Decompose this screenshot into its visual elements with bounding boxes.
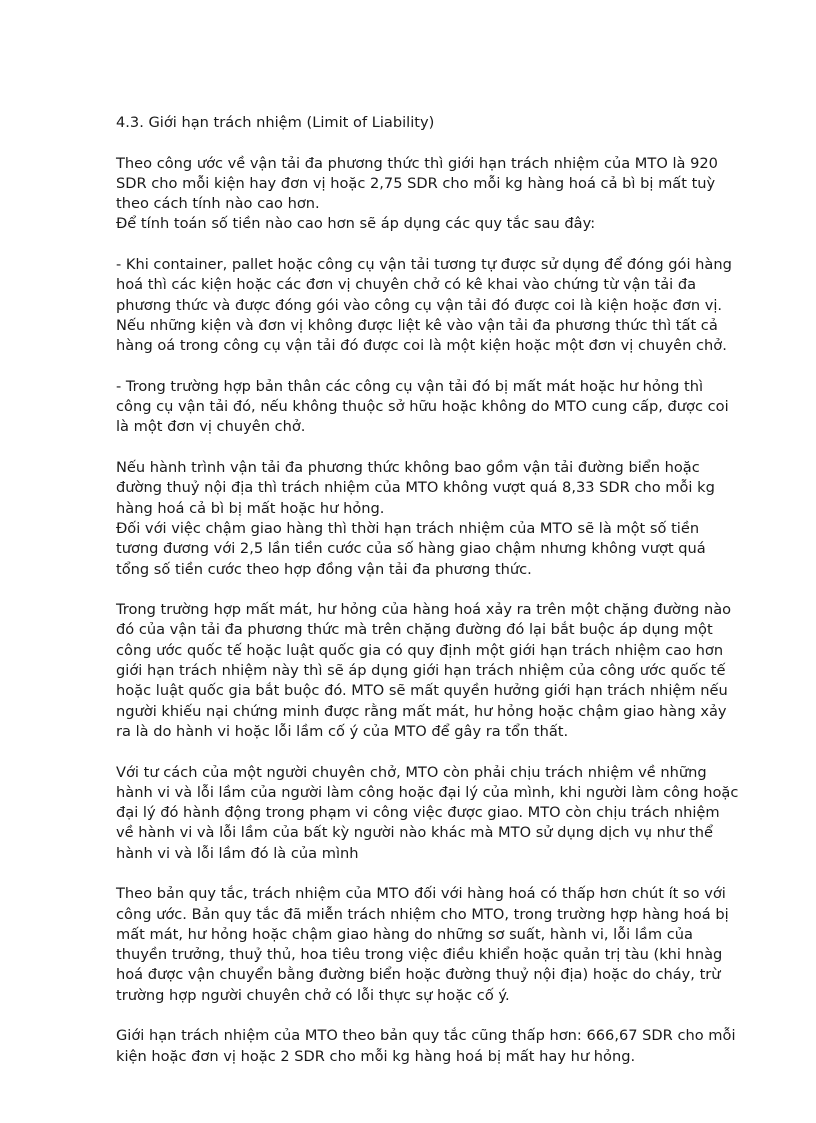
section-heading: 4.3. Giới hạn trách nhiệm (Limit of Liability) [116,114,435,131]
spacer [116,438,744,458]
paragraph-non-sea-limit: Nếu hành trình vận tải đa phương thức không bao gồm vận tải đường biển hoặc đường thuỷ nội địa thì trách nhiệm của MTO không vượt quá 8,33 SDR cho mỗi kg hàng hoá cả bì bị mất hoặc hư hỏng. [116,459,715,517]
paragraph-carrier-responsibility: Với tư cách của một người chuyên chở, MTO còn phải chịu trách nhiệm về những hành vi và lỗi lầm của người làm công hoặc đại lý của mình, khi người làm công hoặc đại lý đó hành động trong phạm vi công việc được giao. MTO còn chịu trách nhiệm về hành vi và lỗi lầm của bất kỳ người nào khác mà MTO sử dụng dịch vụ như thể hành vi và lỗi lầm đó là của mình [116,763,739,862]
spacer [116,235,744,255]
paragraph-transport-equipment-rule: - Trong trường hợp bản thân các công cụ vận tải đó bị mất mát hoặc hư hỏng thì công cụ vận tải đó, nếu không thuộc sở hữu hoặc không do MTO cung cấp, được coi là một đơn vị chuyên chở. [116,377,729,436]
spacer [116,580,744,600]
paragraph-convention-limit: Theo công ước về vận tải đa phương thức thì giới hạn trách nhiệm của MTO là 920 SDR cho mỗi kiện hay đơn vị hoặc 2,75 SDR cho mỗi kg hàng hoá cả bì bị mất tuỳ theo cách tính nào cao hơn. [116,154,718,213]
paragraph-container-rule: - Khi container, pallet hoặc công cụ vận tải tương tự được sử dụng để đóng gói hàng hoá thì các kiện hoặc các đơn vị chuyên chở có kê khai vào chứng từ vận tải đa phương thức và được đóng gói vào công cụ vận tải đó được coi là kiện hoặc đơn vị. Nếu những kiện và đơn vị không được liệt kê vào vận tải đa phương thức thì tất cả hàng oá trong công cụ vận tải đó được coi là một kiện hoặc một đơn vị chuyên chở. [116,256,732,355]
paragraph-rules-limit: Giới hạn trách nhiệm của MTO theo bản quy tắc cũng thấp hơn: 666,67 SDR cho mỗi kiện hoặc đơn vị hoặc 2 SDR cho mỗi kg hàng hoá bị mất hay hư hỏng. [116,1027,736,1065]
paragraph-stage-limit: Trong trường hợp mất mát, hư hỏng của hàng hoá xảy ra trên một chặng đường nào đó của vận tải đa phương thức mà trên chặng đường đó lại bắt buộc áp dụng một công ước quốc tế hoặc luật quốc gia có quy định một giới hạn trách nhiệm cao hơn giới hạn trách nhiệm này thì sẽ áp dụng giới hạn trách nhiệm của công ước quốc tế hoặc luật quốc gia bắt buộc đó. MTO sẽ mất quyền hưởng giới hạn trách nhiệm nếu người khiếu nại chứng minh được rằng mất mát, hư hỏng hoặc chậm giao hàng xảy ra là do hành vi hoặc lỗi lầm cố ý của MTO để gây ra tổn thất. [116,601,732,740]
paragraph-calculation-rules: Để tính toán số tiền nào cao hơn sẽ áp dụng các quy tắc sau đây: [116,215,596,233]
spacer [116,864,744,884]
spacer [116,133,744,153]
spacer [116,1006,744,1026]
spacer [116,742,744,762]
paragraph-rules-exemptions: Theo bản quy tắc, trách nhiệm của MTO đối với hàng hoá có thấp hơn chút ít so với công ước. Bản quy tắc đã miễn trách nhiệm cho MTO, trong trường hợp hàng hoá bị mất mát, hư hỏng hoặc chậm giao hàng do những sơ suất, hành vi, lỗi lầm của thuyền trưởng, thuỷ thủ, hoa tiêu trong việc điều khiển hoặc quản trị tàu (khi hnàg hoá được vận chuyển bằng đường biển hoặc đường thuỷ nội địa) hoặc do cháy, trừ trường hợp người chuyên chở có lỗi thực sự hoặc cố ý. [116,885,729,1004]
paragraph-delay-limit: Đối với việc chậm giao hàng thì thời hạn trách nhiệm của MTO sẽ là một số tiền tương đương với 2,5 lần tiền cước của số hàng giao chậm nhưng không vượt quá tổng số tiền cước theo hợp đồng vận tải đa phương thức. [116,519,706,578]
document-page [116,113,744,1067]
spacer [116,357,744,377]
